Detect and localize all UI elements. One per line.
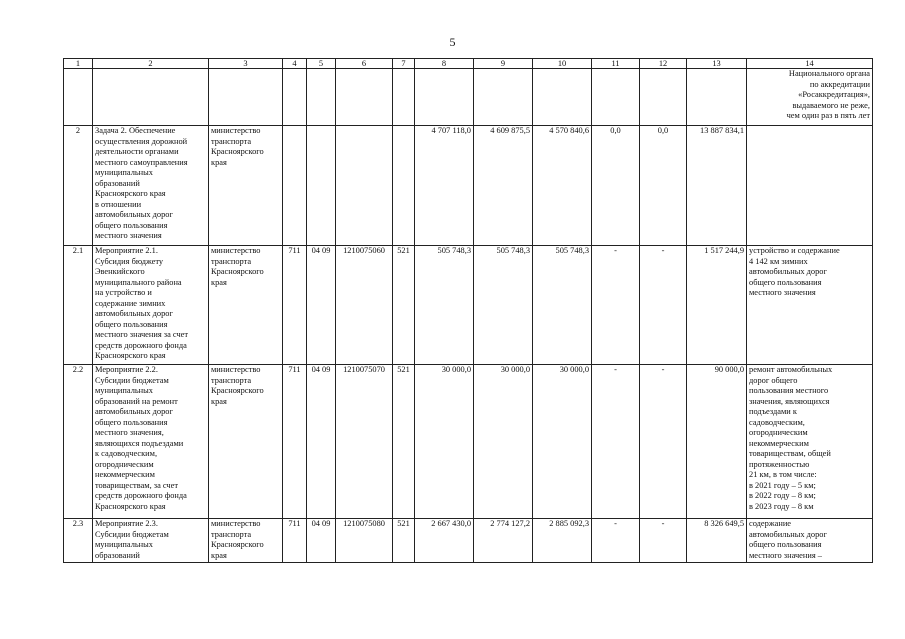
table-cell	[209, 69, 283, 126]
table-cell	[474, 69, 533, 126]
description-cell: Мероприятие 2.1. Субсидия бюджету Эвенкийского муниципального района на устройство и содержание зимних автомобильных дорог общего пользования местного значения за счет средств дорожного фонда Красноярского края	[93, 246, 209, 365]
grbs-cell: 711	[283, 365, 307, 519]
table-cell	[415, 69, 474, 126]
row-number-cell: 2.2	[64, 365, 93, 519]
table-cell	[393, 69, 415, 126]
amount-cell: -	[592, 365, 640, 519]
table-cell	[592, 69, 640, 126]
amount-cell: 4 570 840,6	[533, 126, 592, 246]
responsible-cell: министерство транспорта Красноярского края	[209, 365, 283, 519]
table-row	[64, 519, 873, 563]
amount-cell: 505 748,3	[415, 246, 474, 365]
column-header-7: 7	[393, 59, 415, 69]
amount-cell: 30 000,0	[533, 365, 592, 519]
amount-cell: 4 707 118,0	[415, 126, 474, 246]
table-row	[64, 126, 873, 246]
column-header-9: 9	[474, 59, 533, 69]
table-cell	[533, 69, 592, 126]
column-header-4: 4	[283, 59, 307, 69]
amount-cell: 30 000,0	[474, 365, 533, 519]
description-cell: Мероприятие 2.3. Субсидии бюджетам муниципальных образований	[93, 519, 209, 563]
amount-cell: 2 774 127,2	[474, 519, 533, 563]
column-header-10: 10	[533, 59, 592, 69]
responsible-cell: министерство транспорта Красноярского края	[209, 519, 283, 563]
rzpr-cell: 04 09	[307, 519, 336, 563]
vr-cell: 521	[393, 519, 415, 563]
column-header-12: 12	[640, 59, 687, 69]
amount-cell: 505 748,3	[533, 246, 592, 365]
program-table	[63, 58, 873, 563]
column-header-6: 6	[336, 59, 393, 69]
rzpr-cell: 04 09	[307, 246, 336, 365]
table-cell	[64, 69, 93, 126]
vr-cell: 521	[393, 365, 415, 519]
column-header-2: 2	[93, 59, 209, 69]
result-cell: устройство и содержание 4 142 км зимних автомобильных дорог общего пользования местного значения	[747, 246, 873, 365]
description-cell: Задача 2. Обеспечение осуществления дорожной деятельности органами местного самоуправления муниципальных образований Красноярского края в отношении автомобильных дорог общего пользования местного значения	[93, 126, 209, 246]
result-cell	[747, 126, 873, 246]
rzpr-cell: 04 09	[307, 365, 336, 519]
column-header-11: 11	[592, 59, 640, 69]
amount-cell: -	[592, 519, 640, 563]
vr-cell: 521	[393, 246, 415, 365]
grbs-cell: 711	[283, 246, 307, 365]
amount-cell: -	[640, 519, 687, 563]
column-header-13: 13	[687, 59, 747, 69]
total-cell: 90 000,0	[687, 365, 747, 519]
amount-cell: -	[592, 246, 640, 365]
responsible-cell: министерство транспорта Красноярского края	[209, 246, 283, 365]
table-row	[64, 246, 873, 365]
description-cell: Мероприятие 2.2. Субсидии бюджетам муниципальных образований на ремонт автомобильных дорог общего пользования местного значения, являющихся подъездами к садоводческим, огородническим некоммерческим товариществам, за счет средств дорожного фонда Красноярского края	[93, 365, 209, 519]
amount-cell: 2 667 430,0	[415, 519, 474, 563]
amount-cell: -	[640, 246, 687, 365]
row-number-cell: 2	[64, 126, 93, 246]
table-cell	[336, 69, 393, 126]
table-cell	[687, 69, 747, 126]
grbs-cell: 711	[283, 519, 307, 563]
table-cell	[307, 69, 336, 126]
column-header-5: 5	[307, 59, 336, 69]
csr-cell: 1210075060	[336, 246, 393, 365]
column-header-1: 1	[64, 59, 93, 69]
result-cell: ремонт автомобильных дорог общего пользования местного значения, являющихся подъездами к садоводческим, огородническим некоммерческим товариществам, общей протяженностью 21 км, в том числе: в 2021 году – 5 км; в 2022 году – 8 км; в 2023 году – 8 км	[747, 365, 873, 519]
table-cell	[93, 69, 209, 126]
amount-cell: -	[640, 365, 687, 519]
column-header-3: 3	[209, 59, 283, 69]
table-cell	[283, 69, 307, 126]
responsible-cell: министерство транспорта Красноярского края	[209, 126, 283, 246]
table-row	[64, 69, 873, 126]
column-header-8: 8	[415, 59, 474, 69]
total-cell: 1 517 244,9	[687, 246, 747, 365]
amount-cell: 4 609 875,5	[474, 126, 533, 246]
row-number-cell: 2.3	[64, 519, 93, 563]
csr-cell: 1210075080	[336, 519, 393, 563]
csr-cell	[336, 126, 393, 246]
row-number-cell: 2.1	[64, 246, 93, 365]
table-cell	[640, 69, 687, 126]
result-cell: Национального органа по аккредитации «Росаккредитация», выдаваемого не реже, чем один раз в пять лет	[747, 69, 873, 126]
total-cell: 8 326 649,5	[687, 519, 747, 563]
amount-cell: 2 885 092,3	[533, 519, 592, 563]
page-number: 5	[449, 35, 456, 49]
amount-cell: 0,0	[640, 126, 687, 246]
column-header-14: 14	[747, 59, 873, 69]
result-cell: содержание автомобильных дорог общего пользования местного значения –	[747, 519, 873, 563]
amount-cell: 0,0	[592, 126, 640, 246]
table-header-row	[64, 59, 873, 69]
rzpr-cell	[307, 126, 336, 246]
table-row	[64, 365, 873, 519]
amount-cell: 30 000,0	[415, 365, 474, 519]
grbs-cell	[283, 126, 307, 246]
amount-cell: 505 748,3	[474, 246, 533, 365]
total-cell: 13 887 834,1	[687, 126, 747, 246]
csr-cell: 1210075070	[336, 365, 393, 519]
vr-cell	[393, 126, 415, 246]
